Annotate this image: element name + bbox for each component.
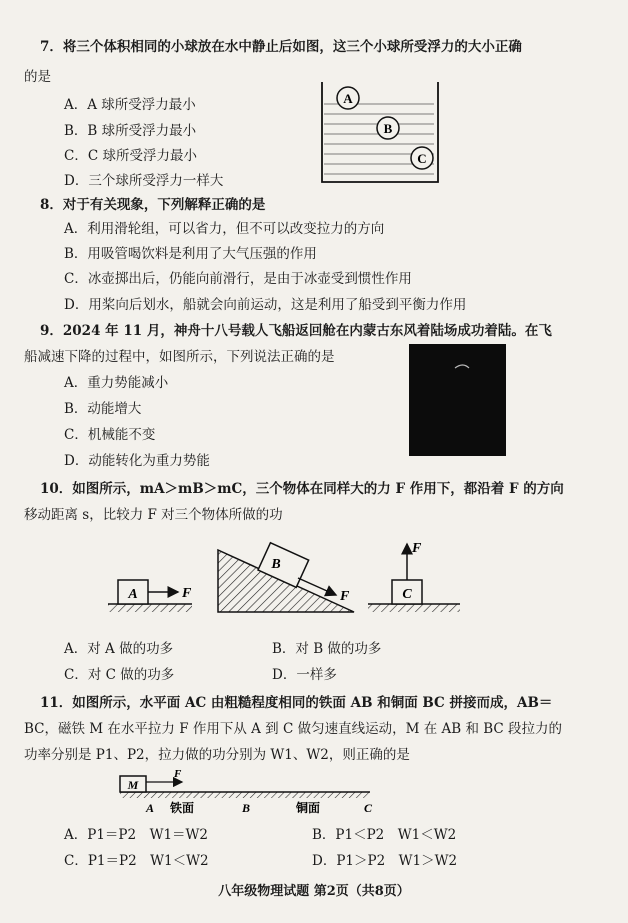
q10-three-objects-figure [100,528,470,624]
block-b-label: B [271,557,281,572]
bleed-through-text [300,386,312,403]
q11-stem-line1: 11．如图所示，水平面 AC 由粗糙程度相同的铁面 AB 和铜面 BC 拼接而成，AB＝ [40,695,553,711]
q7-stem-line1: 7．将三个体积相同的小球放在水中静止后如图，这三个小球所受浮力的大小正确 [40,39,522,55]
page-footer: 八年级物理试题 第2页（共8页） [218,884,410,899]
q7-stem-line2: 的是 [24,69,51,85]
q7-option-a: A．A 球所受浮力最小 [64,97,196,113]
q10-option-d: D．一样多 [272,667,337,683]
parachute-glint-icon [409,344,506,456]
q9-stem-line2: 船减速下降的过程中，如图所示，下列说法正确的是 [24,349,335,365]
q10-option-c: C．对 C 做的功多 [64,667,175,683]
q10-stem-line2: 移动距离 s，比较力 F 对三个物体所做的功 [24,507,283,523]
q9-option-a: A．重力势能减小 [64,375,169,391]
q7-water-container-figure [318,80,442,186]
q11-option-b: B．P1＜P2 W1＜W2 [312,827,457,843]
ball-b-label: B [383,121,393,136]
object-c-group [368,541,460,612]
q9-spacecraft-photo [409,344,506,456]
track-surface [120,792,370,798]
q9-option-c: C．机械能不变 [64,427,156,443]
q11-magnet-track-figure [110,768,410,818]
force-c-label: F [412,541,422,556]
block-c-label: C [402,587,412,602]
object-a-group [108,580,192,612]
point-b-label: B [242,801,251,815]
q11-stem-line2: BC，磁铁 M 在水平拉力 F 作用下从 A 到 C 做匀速直线运动，M 在 AB 和 BC 段拉力的 [24,721,563,737]
q8-option-d: D．用桨向后划水，船就会向前运动，这是利用了船受到平衡力作用 [64,297,467,313]
q8-option-b: B．用吸管喝饮料是利用了大气压强的作用 [64,246,317,262]
q8-option-a: A．利用滑轮组，可以省力，但不可以改变拉力的方向 [64,221,385,237]
force-a-label: F [182,586,192,601]
q9-option-b: B．动能增大 [64,401,142,417]
q9-stem-line1: 9．2024 年 11 月，神舟十八号载人飞船返回舱在内蒙古东风着陆场成功着陆。在飞 [40,323,552,339]
q10-option-b: B．对 B 做的功多 [272,641,382,657]
point-c-label: C [364,801,373,815]
q8-stem: 8．对于有关现象，下列解释正确的是 [40,197,266,213]
force-b-label: F [340,589,350,604]
copper-surface-label: 铜面 [296,801,321,815]
q9-option-d: D．动能转化为重力势能 [64,453,210,469]
magnet-m-label: M [127,778,139,792]
q11-stem-line3: 功率分别是 P1、P2，拉力做的功分别为 W1、W2，则正确的是 [24,747,410,763]
iron-surface-label: 铁面 [170,801,195,815]
q11-option-a: A．P1＝P2 W1＝W2 [64,827,209,843]
q7-option-b: B．B 球所受浮力最小 [64,123,197,139]
ball-c-label: C [417,151,427,166]
ball-a-label: A [343,91,353,106]
q10-option-a: A．对 A 做的功多 [64,641,174,657]
object-b-group [218,543,354,612]
q7-option-d: D．三个球所受浮力一样大 [64,173,224,189]
q10-stem-line1: 10．如图所示，mA＞mB＞mC，三个物体在同样大的力 F 作用下，都沿着 F 的方向 [40,481,564,497]
q11-option-d: D．P1＞P2 W1＞W2 [312,853,458,869]
point-a-label: A [146,801,155,815]
q11-option-c: C．P1＝P2 W1＜W2 [64,853,209,869]
pull-force-label: F [174,768,182,780]
block-a-label: A [128,587,138,602]
q8-option-c: C．冰壶掷出后，仍能向前滑行，是由于冰壶受到惯性作用 [64,271,412,287]
q7-option-c: C．C 球所受浮力最小 [64,148,197,164]
